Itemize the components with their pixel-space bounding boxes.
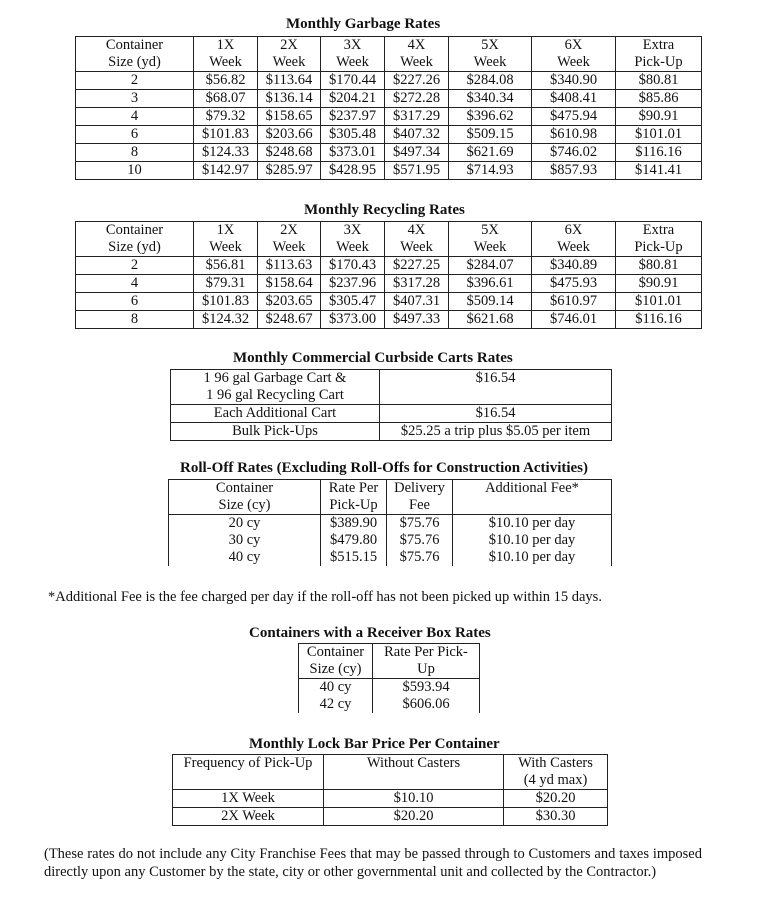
table-cell: Fee (387, 497, 453, 515)
table-cell: With Casters (504, 755, 608, 773)
rolloff-rates-body (169, 480, 612, 567)
table-cell: $79.31 (194, 275, 258, 293)
table-cell: Week (321, 239, 385, 257)
table-cell: $116.16 (616, 144, 702, 162)
table-cell: $284.07 (449, 257, 532, 275)
table-cell (453, 497, 612, 515)
rates-disclaimer: (These rates do not include any City Franchise Fees that may be passed through to Customers and taxes imposed directly upon any Customer by the state, city or other governmental unit and collected by the Contractor.) (44, 846, 702, 880)
carts-rates-title: Monthly Commercial Curbside Carts Rates (233, 350, 513, 366)
table-row (76, 90, 702, 108)
table-cell: $497.33 (385, 311, 449, 329)
table-cell: Extra (616, 37, 702, 55)
table-cell: $857.93 (532, 162, 616, 180)
table-cell: $158.65 (258, 108, 321, 126)
garbage-rates-table (75, 36, 702, 180)
table-cell: $79.32 (194, 108, 258, 126)
table-cell: $497.34 (385, 144, 449, 162)
table-cell: Pick-Up (321, 497, 387, 515)
table-cell: $136.14 (258, 90, 321, 108)
table-cell: Additional Fee* (453, 480, 612, 498)
table-cell: $204.21 (321, 90, 385, 108)
table-cell: Container (299, 644, 373, 662)
table-cell: Delivery (387, 480, 453, 498)
table-cell: $113.64 (258, 72, 321, 90)
table-cell: $248.68 (258, 144, 321, 162)
table-cell: Size (yd) (76, 239, 194, 257)
receiver-rates-title: Containers with a Receiver Box Rates (249, 625, 491, 641)
table-cell: $285.97 (258, 162, 321, 180)
table-cell: Week (321, 54, 385, 72)
table-cell: 1X (194, 37, 258, 55)
carts-value: $16.54 (380, 405, 612, 423)
table-cell: Week (385, 54, 449, 72)
table-row (299, 679, 480, 697)
table-cell: $227.26 (385, 72, 449, 90)
table-cell: $203.65 (258, 293, 321, 311)
table-cell: $10.10 per day (453, 549, 612, 566)
table-cell: 4 (76, 275, 194, 293)
table-cell: $10.10 (324, 790, 504, 808)
table-cell: $746.01 (532, 311, 616, 329)
table-cell: $408.41 (532, 90, 616, 108)
table-cell: 5X (449, 222, 532, 240)
table-cell: $30.30 (504, 808, 608, 826)
table-cell: 6X (532, 37, 616, 55)
table-cell: 4X (385, 222, 449, 240)
rolloff-rates-table (168, 479, 612, 566)
table-cell: $90.91 (616, 275, 702, 293)
header-row (173, 755, 608, 773)
table-cell: $116.16 (616, 311, 702, 329)
header-row (299, 661, 480, 679)
table-cell: $141.41 (616, 162, 702, 180)
table-row (76, 108, 702, 126)
table-cell: $124.32 (194, 311, 258, 329)
carts-row (171, 405, 612, 423)
table-cell: $101.01 (616, 126, 702, 144)
table-cell: 8 (76, 144, 194, 162)
table-cell (173, 772, 324, 790)
recycling-rates-table (75, 221, 702, 329)
table-cell: Week (385, 239, 449, 257)
table-cell: $509.14 (449, 293, 532, 311)
carts-label: Each Additional Cart (171, 405, 380, 423)
header-row (76, 239, 702, 257)
table-cell: $305.47 (321, 293, 385, 311)
table-cell: $113.63 (258, 257, 321, 275)
table-cell: 20 cy (169, 515, 321, 533)
table-cell: 3X (321, 37, 385, 55)
table-cell: Week (449, 239, 532, 257)
table-cell: 42 cy (299, 696, 373, 713)
rolloff-footnote: *Additional Fee is the fee charged per day if the roll-off has not been picked up within 15 days. (48, 589, 602, 605)
table-cell: $80.81 (616, 72, 702, 90)
table-cell: Container (76, 222, 194, 240)
recycling-rates-title: Monthly Recycling Rates (304, 202, 465, 218)
header-row (76, 54, 702, 72)
table-cell: $317.28 (385, 275, 449, 293)
table-cell: $142.97 (194, 162, 258, 180)
table-cell: $475.93 (532, 275, 616, 293)
table-cell: $340.90 (532, 72, 616, 90)
table-cell: Size (cy) (169, 497, 321, 515)
table-cell: $203.66 (258, 126, 321, 144)
table-row (76, 144, 702, 162)
table-cell: $56.81 (194, 257, 258, 275)
carts-row (171, 370, 612, 405)
table-cell: $407.32 (385, 126, 449, 144)
table-cell: 6 (76, 126, 194, 144)
table-cell: Rate Per Pick- (373, 644, 480, 662)
table-cell: $237.96 (321, 275, 385, 293)
header-row (173, 772, 608, 790)
table-cell: Without Casters (324, 755, 504, 773)
table-cell: 1X (194, 222, 258, 240)
table-row (299, 696, 480, 713)
table-cell: 8 (76, 311, 194, 329)
table-cell: $305.48 (321, 126, 385, 144)
table-cell: $714.93 (449, 162, 532, 180)
table-cell: $10.10 per day (453, 532, 612, 549)
lockbar-table (172, 754, 608, 826)
table-cell: $90.91 (616, 108, 702, 126)
header-row (76, 37, 702, 55)
table-cell: $20.20 (504, 790, 608, 808)
header-row (169, 497, 612, 515)
table-cell: Rate Per (321, 480, 387, 498)
table-cell: $593.94 (373, 679, 480, 697)
table-cell: $158.64 (258, 275, 321, 293)
table-cell: 30 cy (169, 532, 321, 549)
table-row (169, 515, 612, 533)
carts-label (171, 370, 380, 405)
table-cell: 2X Week (173, 808, 324, 826)
table-cell: $284.08 (449, 72, 532, 90)
table-cell: $509.15 (449, 126, 532, 144)
table-cell: 40 cy (169, 549, 321, 566)
garbage-rates-title: Monthly Garbage Rates (286, 16, 441, 32)
table-cell: 4 (76, 108, 194, 126)
table-cell: $124.33 (194, 144, 258, 162)
table-cell: Week (194, 54, 258, 72)
table-row (76, 275, 702, 293)
table-cell: $746.02 (532, 144, 616, 162)
header-row (169, 480, 612, 498)
table-cell: $237.97 (321, 108, 385, 126)
table-cell: Week (194, 239, 258, 257)
table-cell: 10 (76, 162, 194, 180)
table-row (169, 532, 612, 549)
table-cell: $515.15 (321, 549, 387, 566)
table-cell: $170.44 (321, 72, 385, 90)
table-cell: $20.20 (324, 808, 504, 826)
table-cell: $75.76 (387, 549, 453, 566)
table-row (76, 162, 702, 180)
lockbar-title: Monthly Lock Bar Price Per Container (249, 736, 500, 752)
table-cell: $610.97 (532, 293, 616, 311)
carts-label-line: 1 96 gal Recycling Cart (206, 387, 344, 403)
table-row (76, 311, 702, 329)
table-cell: $227.25 (385, 257, 449, 275)
table-cell: 2X (258, 37, 321, 55)
table-cell: 2 (76, 257, 194, 275)
table-cell: $621.69 (449, 144, 532, 162)
table-cell: 2X (258, 222, 321, 240)
table-cell: $101.83 (194, 126, 258, 144)
garbage-rates-body (76, 37, 702, 180)
table-row (76, 72, 702, 90)
table-cell: $479.80 (321, 532, 387, 549)
table-cell: 40 cy (299, 679, 373, 697)
table-cell: $317.29 (385, 108, 449, 126)
table-cell: $248.67 (258, 311, 321, 329)
table-cell: $85.86 (616, 90, 702, 108)
table-cell: 3X (321, 222, 385, 240)
table-cell: $621.68 (449, 311, 532, 329)
table-row (76, 126, 702, 144)
table-cell: Container (169, 480, 321, 498)
table-cell: $101.83 (194, 293, 258, 311)
table-cell: 2 (76, 72, 194, 90)
table-cell: Pick-Up (616, 54, 702, 72)
table-cell: 6 (76, 293, 194, 311)
header-row (76, 222, 702, 240)
table-cell: $68.07 (194, 90, 258, 108)
table-cell: $407.31 (385, 293, 449, 311)
table-cell: $389.90 (321, 515, 387, 533)
table-cell: $10.10 per day (453, 515, 612, 533)
receiver-rates-table (298, 643, 480, 713)
table-cell: Extra (616, 222, 702, 240)
table-cell: $428.95 (321, 162, 385, 180)
carts-row (171, 423, 612, 441)
table-cell: Size (yd) (76, 54, 194, 72)
table-cell: Up (373, 661, 480, 679)
rolloff-rates-title: Roll-Off Rates (Excluding Roll-Offs for Construction Activities) (180, 460, 589, 476)
table-cell: $340.34 (449, 90, 532, 108)
table-cell: Pick-Up (616, 239, 702, 257)
table-cell: Size (cy) (299, 661, 373, 679)
table-cell: 5X (449, 37, 532, 55)
table-row (173, 808, 608, 826)
table-cell: Week (532, 54, 616, 72)
table-cell: Week (449, 54, 532, 72)
table-row (169, 549, 612, 566)
table-cell: $75.76 (387, 532, 453, 549)
table-cell: $571.95 (385, 162, 449, 180)
table-row (76, 293, 702, 311)
table-cell: $396.61 (449, 275, 532, 293)
recycling-rates-body (76, 222, 702, 329)
table-cell: $170.43 (321, 257, 385, 275)
carts-value: $16.54 (380, 370, 612, 405)
carts-rates-table (170, 369, 612, 441)
carts-value: $25.25 a trip plus $5.05 per item (380, 423, 612, 441)
table-cell: Frequency of Pick-Up (173, 755, 324, 773)
table-cell: Container (76, 37, 194, 55)
table-cell: $373.01 (321, 144, 385, 162)
table-cell: Week (258, 54, 321, 72)
table-cell: $75.76 (387, 515, 453, 533)
table-cell: 6X (532, 222, 616, 240)
table-cell: $101.01 (616, 293, 702, 311)
table-cell: $340.89 (532, 257, 616, 275)
carts-label-line: 1 96 gal Garbage Cart & (203, 370, 347, 386)
table-cell: $56.82 (194, 72, 258, 90)
table-cell: 4X (385, 37, 449, 55)
lockbar-body (173, 755, 608, 826)
table-cell: $80.81 (616, 257, 702, 275)
receiver-rates-body (299, 644, 480, 714)
table-cell: $606.06 (373, 696, 480, 713)
table-cell: 3 (76, 90, 194, 108)
table-cell: (4 yd max) (504, 772, 608, 790)
carts-label: Bulk Pick-Ups (171, 423, 380, 441)
table-cell: Week (532, 239, 616, 257)
table-cell: 1X Week (173, 790, 324, 808)
table-cell (324, 772, 504, 790)
table-cell: $610.98 (532, 126, 616, 144)
table-cell: Week (258, 239, 321, 257)
table-cell: $475.94 (532, 108, 616, 126)
table-row (76, 257, 702, 275)
table-cell: $272.28 (385, 90, 449, 108)
table-row (173, 790, 608, 808)
table-cell: $373.00 (321, 311, 385, 329)
table-cell: $396.62 (449, 108, 532, 126)
header-row (299, 644, 480, 662)
